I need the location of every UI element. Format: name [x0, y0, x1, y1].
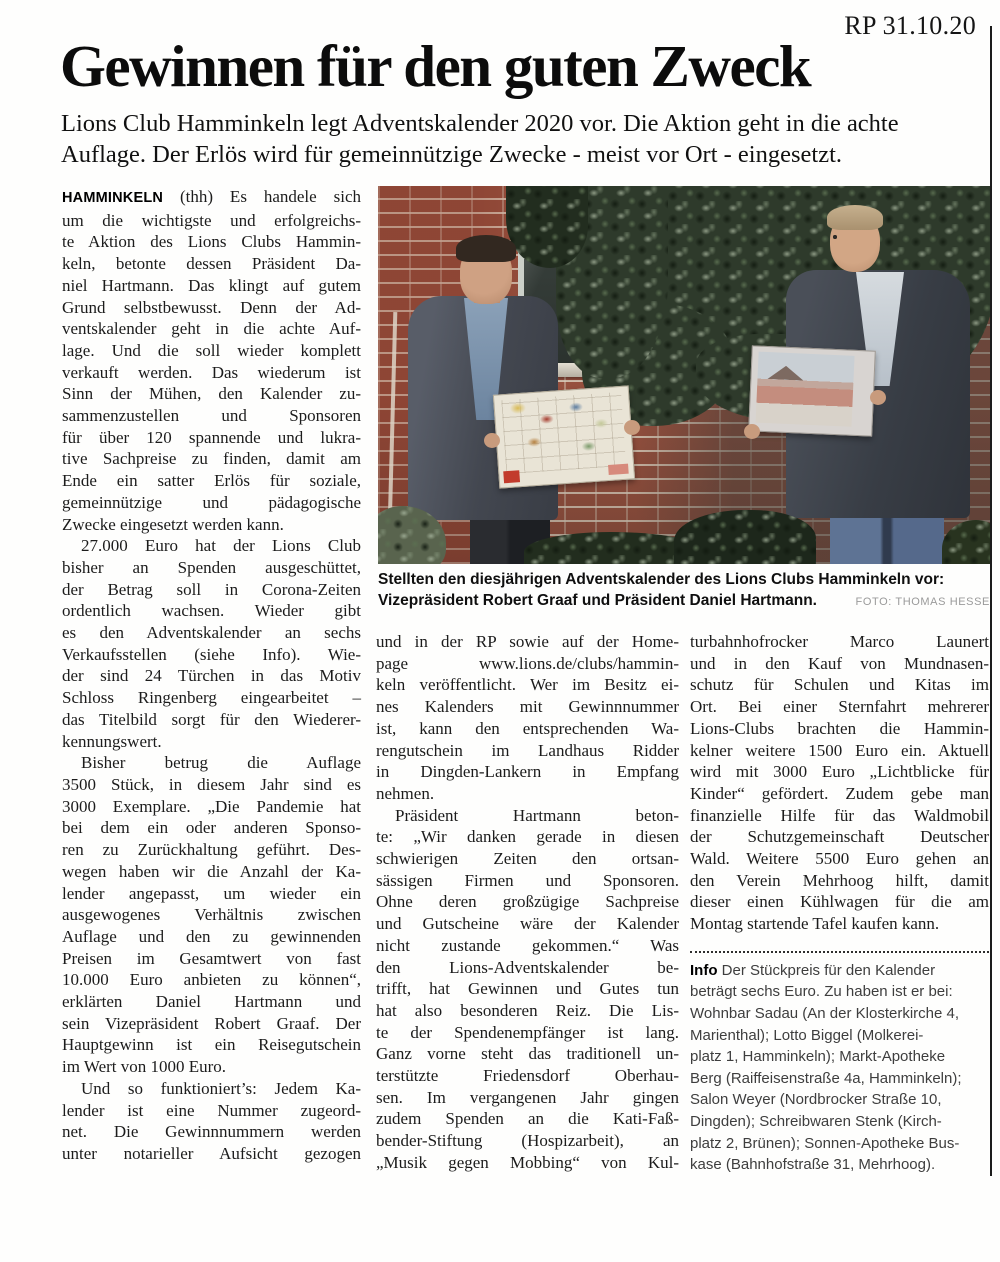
column-rule — [990, 26, 992, 1176]
text-line: Ort. Bei einer Sternfahrt mehrerer — [690, 697, 989, 717]
text-line: Ende ein satter Erlös für soziale, — [62, 471, 361, 491]
glasses-icon — [833, 235, 878, 248]
text-line: im Wert von 1000 Euro. — [62, 1057, 227, 1077]
text-line: unter notarieller Aufsicht gezogen — [62, 1143, 361, 1163]
body-column-3 — [690, 631, 989, 1176]
advent-calendar-board-left — [493, 385, 635, 488]
text-line: rengutschein im Landhaus Ridder — [376, 740, 679, 760]
text-line: 10.000 Euro anbieten zu können“, — [62, 970, 361, 990]
article-photo — [378, 186, 990, 564]
caption-line: Vizepräsident Robert Graaf und Präsident Daniel Hartmann. — [378, 592, 817, 609]
edition-date: RP 31.10.20 — [844, 11, 976, 40]
text-line: und Gutscheine wäre der Kalender — [376, 914, 679, 934]
caption-line: Stellten den diesjährigen Adventskalender des Lions Clubs Hamminkeln vor: — [378, 571, 945, 588]
text-line: platz 2, Brünen); Sonnen-Apotheke Bus- — [690, 1134, 960, 1152]
text-line: finanzielle Hilfe für das Waldmobil — [690, 805, 989, 825]
paragraph — [62, 752, 361, 1078]
paragraph-lead: Info — [690, 961, 718, 979]
man-left-hand — [624, 420, 640, 435]
man-right-hand — [744, 424, 760, 439]
text-line: 27.000 Euro hat der Lions Club — [81, 536, 361, 556]
text-line: den Verein Mehrhoog hilft, damit — [690, 870, 989, 890]
text-line: trifft, hat Gewinnen und Gutes tun — [376, 979, 679, 999]
subheadline — [61, 109, 971, 170]
text-line: te: „Wir danken gerade in diesen — [376, 827, 679, 847]
text-line: Ganz vorne steht das traditionell un- — [376, 1044, 679, 1064]
text-line: sammenzustellen und Sponsoren — [62, 406, 361, 426]
text-line: für über 120 spannende und lukra- — [62, 427, 361, 447]
text-line: te der Spendenempfänger ist lang. — [376, 1022, 679, 1042]
headline: Gewinnen für den guten Zweck — [60, 33, 811, 99]
text-line: Grund selbstbewusst. Denn der Ad- — [62, 297, 361, 317]
text-line: HAMMINKELN (thh) Es handele sich — [62, 187, 361, 206]
text-line: Auflage und den zu gewinnenden — [62, 926, 361, 946]
photo-credit: FOTO: THOMAS HESSE — [855, 596, 990, 608]
text-line: der Schutzgemeinschaft Deutscher — [690, 827, 989, 847]
text-line: ist, kann den entsprechenden Wa- — [376, 718, 679, 738]
text-line: um die wichtigste und erfolgreichs- — [62, 210, 361, 230]
text-line: platz 1, Hamminkeln); Markt-Apotheke — [690, 1048, 946, 1066]
text-line: Berg (Raiffeisenstraße 4a, Hamminkeln); — [690, 1069, 962, 1087]
body-column-2 — [376, 631, 679, 1174]
text-line: page www.lions.de/clubs/hammin- — [376, 653, 679, 673]
text-line: Auflage. Der Erlös wird für gemeinnützige Zwecke - meist vor Ort - eingesetzt. — [61, 140, 842, 168]
text-line: terstützte Friedensdorf Oberhau- — [376, 1066, 679, 1086]
text-line: der sind 24 Türchen in das Motiv — [62, 666, 361, 686]
text-line: Kinder“ gefördert. Zudem gebe man — [690, 783, 989, 803]
text-line: schwierigen Zeiten den ortsan- — [376, 849, 679, 869]
text-line: Wohnbar Sadau (An der Klosterkirche 4, — [690, 1005, 960, 1023]
text-line: es den Adventskalender an sechs — [62, 623, 361, 643]
text-line: sein Vizepräsident Robert Graaf. Der — [62, 1013, 361, 1033]
text-line: Wald. Weitere 5500 Euro gehen an — [690, 849, 989, 869]
text-line: nicht zustande gekommen.“ Was — [376, 935, 679, 955]
text-line: Bisher betrug die Auflage — [81, 753, 361, 773]
text-line: und in den Kauf von Mundnasen- — [690, 653, 989, 673]
text-line: nehmen. — [376, 783, 435, 803]
text-line: ausgewogenes Verhältnis zwischen — [62, 905, 361, 925]
text-line: 3500 Stück, in diesem Jahr sind es — [62, 774, 361, 794]
text-line: Verkaufsstellen (siehe Info). Wie- — [62, 644, 361, 664]
text-line: das Titelbild sorgt für den Wiederer- — [62, 709, 361, 729]
calendar-pink-block — [608, 464, 629, 475]
text-line: lage. Und die soll wieder komplett — [62, 340, 361, 360]
text-line: Montag startende Tafel kaufen kann. — [690, 914, 940, 934]
text-line: bender-Stiftung (Hospizarbeit), an — [376, 1131, 679, 1151]
text-line: wird mit 3000 Euro „Lichtblicke für — [690, 762, 989, 782]
info-box — [690, 951, 989, 1176]
text-line: ren zu Zurückhaltung geführt. Des- — [62, 840, 361, 860]
text-line: keln, betonte dessen Präsident Da- — [62, 254, 361, 274]
text-line: Dingden); Schreibwaren Stenk (Kirch- — [690, 1113, 942, 1130]
text-line: Und so funktioniert’s: Jedem Ka- — [81, 1078, 361, 1098]
text-line: net. Die Gewinnnummern werden — [62, 1122, 361, 1142]
text-line: Lions-Clubs brachten die Hammin- — [690, 718, 989, 738]
text-line: und in der RP sowie auf der Home- — [376, 632, 679, 651]
text-line: niel Hartmann. Das klingt auf gutem — [62, 275, 361, 295]
body-column-3-text — [690, 631, 989, 935]
paragraph — [690, 960, 989, 1176]
text-line: Marienthal); Lotto Biggel (Molkerei- — [690, 1026, 924, 1044]
text-line: bei dem ein oder anderen Sponso- — [62, 818, 361, 838]
paragraph — [62, 186, 361, 535]
text-line: der Betrag soll in Corona-Zeiten — [62, 579, 361, 599]
man-left-hand — [484, 433, 500, 448]
text-line: gemeinnützige und pädagogische — [62, 492, 361, 512]
text-line: sen. Im vergangenen Jahr gingen — [376, 1087, 679, 1107]
text-line: Info Der Stückpreis für den Kalender — [690, 961, 936, 979]
paragraph-lead: HAMMINKELN — [62, 190, 164, 206]
man-right-jeans — [830, 514, 944, 564]
calendar-castle-picture — [756, 352, 855, 427]
text-line: kelner weitere 1500 Euro ein. Aktuell — [690, 740, 989, 760]
paragraph — [62, 535, 361, 752]
text-line: Zwecke eingesetzt werden kann. — [62, 514, 284, 534]
calendar-red-block — [503, 470, 520, 483]
text-line: sässigen Firmen und Sponsoren. — [376, 870, 679, 890]
text-line: kase (Bahnhofstraße 31, Mehrhoog). — [690, 1156, 936, 1174]
text-line: erklärten Daniel Hartmann und — [62, 992, 361, 1012]
text-line: Lions Club Hamminkeln legt Adventskalender 2020 vor. Die Aktion geht in die achte — [61, 110, 899, 137]
text-line: ordentlich wachsen. Wieder gibt — [62, 601, 361, 621]
text-line: Preisen im Gesamtwert von fast — [62, 948, 361, 968]
paragraph — [376, 805, 679, 1174]
text-line: beträgt sechs Euro. Zu haben ist er bei: — [690, 983, 953, 1001]
text-line: turbahnhofrocker Marco Launert — [690, 632, 989, 651]
text-line: tive Sachpreise zu finden, damit am — [62, 449, 361, 469]
text-line: te Aktion des Lions Clubs Hammin- — [62, 232, 361, 252]
text-line: Hauptgewinn ist ein Reisegutschein — [62, 1035, 361, 1055]
calendar-sponsor-grid — [501, 392, 626, 474]
text-line: Präsident Hartmann beton- — [395, 805, 679, 825]
man-left-hair — [456, 235, 516, 262]
text-line: lender angepasst, um wieder ein — [62, 883, 361, 903]
text-line: kennungswert. — [62, 731, 162, 751]
text-line: Ohne deren großzügige Sachpreise — [376, 892, 679, 912]
text-line: dieser einen Kühlwagen für die am — [690, 892, 989, 912]
text-line: hat also besonderen Reiz. Die Lis- — [376, 1000, 679, 1020]
text-line: 3000 Exemplare. „Die Pandemie hat — [62, 796, 361, 816]
shrub — [674, 510, 816, 564]
text-line: keln veröffentlicht. Wer im Besitz ei- — [376, 675, 679, 695]
advent-calendar-board-right — [748, 345, 876, 436]
text-line: ventskalender geht in die achte Auf- — [62, 319, 361, 339]
text-line: zudem Spenden an die Kati-Faß- — [376, 1109, 679, 1129]
text-line: lender ist eine Nummer zugeord- — [62, 1100, 361, 1120]
text-line: nes Kalenders mit Gewinnnummer — [376, 697, 679, 717]
text-line: Schloss Ringenberg eingearbeitet – — [62, 688, 361, 708]
text-line: schutz für Schulen und Kitas im — [690, 675, 989, 695]
text-line: Sinn der Mühen, den Kalender zu- — [62, 384, 361, 404]
text-line: verkauft werden. Das wiederum ist — [62, 362, 361, 382]
glasses-lens — [833, 235, 837, 239]
paragraph — [376, 631, 679, 805]
paragraph — [690, 631, 989, 935]
paragraph — [62, 1078, 361, 1165]
text-line: „Musik gegen Mobbing“ von Kul- — [376, 1152, 679, 1172]
text-line: Salon Weyer (Nordbrocker Straße 10, — [690, 1091, 942, 1109]
text-line: in Dingden-Lankern in Empfang — [376, 762, 679, 782]
body-column-1 — [62, 186, 361, 1165]
text-line: wegen haben wir die Anzahl der Ka- — [62, 861, 361, 881]
text-line: bisher an Spenden ausgeschüttet, — [62, 557, 361, 577]
man-right-hair — [827, 205, 883, 230]
man-right-hand — [870, 390, 886, 405]
text-line: den Lions-Adventskalender be- — [376, 957, 679, 977]
photo-caption — [378, 569, 990, 611]
